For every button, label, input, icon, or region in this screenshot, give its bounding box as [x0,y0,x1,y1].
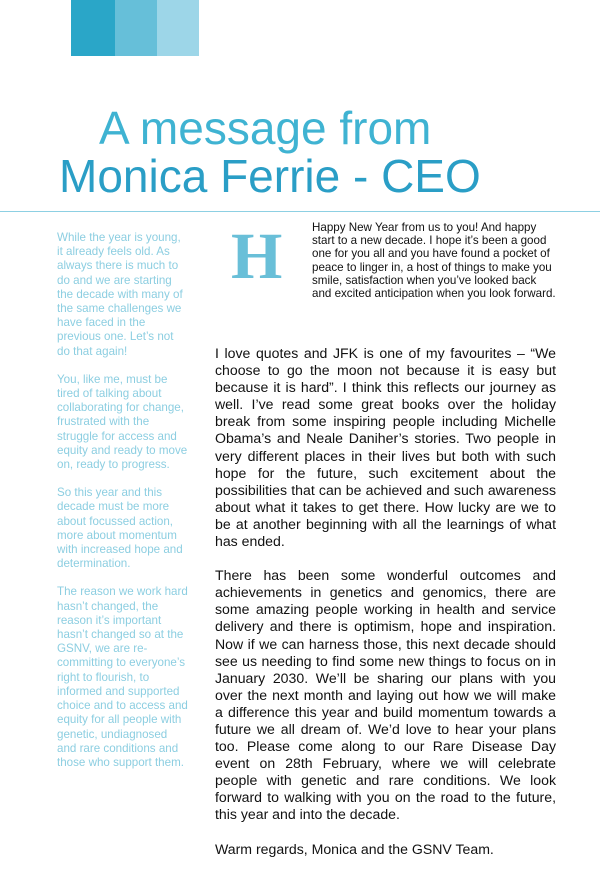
body-paragraph: I love quotes and JFK is one of my favourites – “We choose to go the moon not because it is easy but because it is hard”. I think this reflects our journey as well. I’ve read some great books over the holiday break from some inspiring people including Michelle Obama’s and Neale Daniher’s stories. Two people in very different places in their lives but both with such hope for the future, such excitement about the possibilities that can be achieved and such awareness about what it takes to get there. How lucky are we to be at another beginning with all the learnings of what has ended. [215,345,556,550]
sidebar-paragraph: The reason we work hard hasn’t changed, the reason it’s important hasn’t changed so at the GSNV, we are re-committing to everyone’s right to flourish, to informed and supported choice and to access and equity for all people with genetic, undiagnosed and rare conditions and those who support them. [57,585,188,769]
accent-bar-dark [71,0,115,56]
signoff: Warm regards, Monica and the GSNV Team. [215,840,494,857]
title-divider [0,211,600,212]
page-title-line-1: A message from [99,102,432,154]
sidebar-pull-text [57,231,189,784]
sidebar-paragraph: While the year is young, it already feels old. As always there is much to do and we are starting the decade with many of the same challenges we have faced in the previous one. Let’s not do that again! [57,231,183,358]
body-paragraph: There has been some wonderful outcomes and achievements in genetics and genomics, there are some amazing people working in health and service delivery and there is optimism, hope and inspiration. Now if we can harness those, this next decade should see us needing to find some new things to focus on in January 2030. We’ll be sharing our plans with you over the next month and laying out how we will make a difference this year and build momentum towards a future we all dream of. We’d love to hear your plans too. Please come along to our Rare Disease Day event on 28th February, where we will celebrate people with genetic and rare conditions. We look forward to walking with you on the road to the future, this year and into the decade. [215,567,556,823]
page-title-line-2: Monica Ferrie - CEO [59,150,481,202]
accent-bar-light [157,0,199,56]
sidebar-paragraph: So this year and this decade must be more about focussed action, more about momentum with increased hope and determination. [57,486,183,571]
intro-paragraph: Happy New Year from us to you! And happy start to a new decade. I hope it’s been a good one for you all and you have found a pocket of peace to linger in, a host of things to make you smile, satisfaction when you’ve looked back and excited anticipation when you look forward. [312,221,556,301]
accent-bar-medium [115,0,157,56]
sidebar-paragraph: You, like me, must be tired of talking about collaborating for change, frustrated with the struggle for access and equity and ready to move on, ready to progress. [57,372,188,472]
letter-body [215,345,556,875]
drop-cap: H [231,220,283,293]
